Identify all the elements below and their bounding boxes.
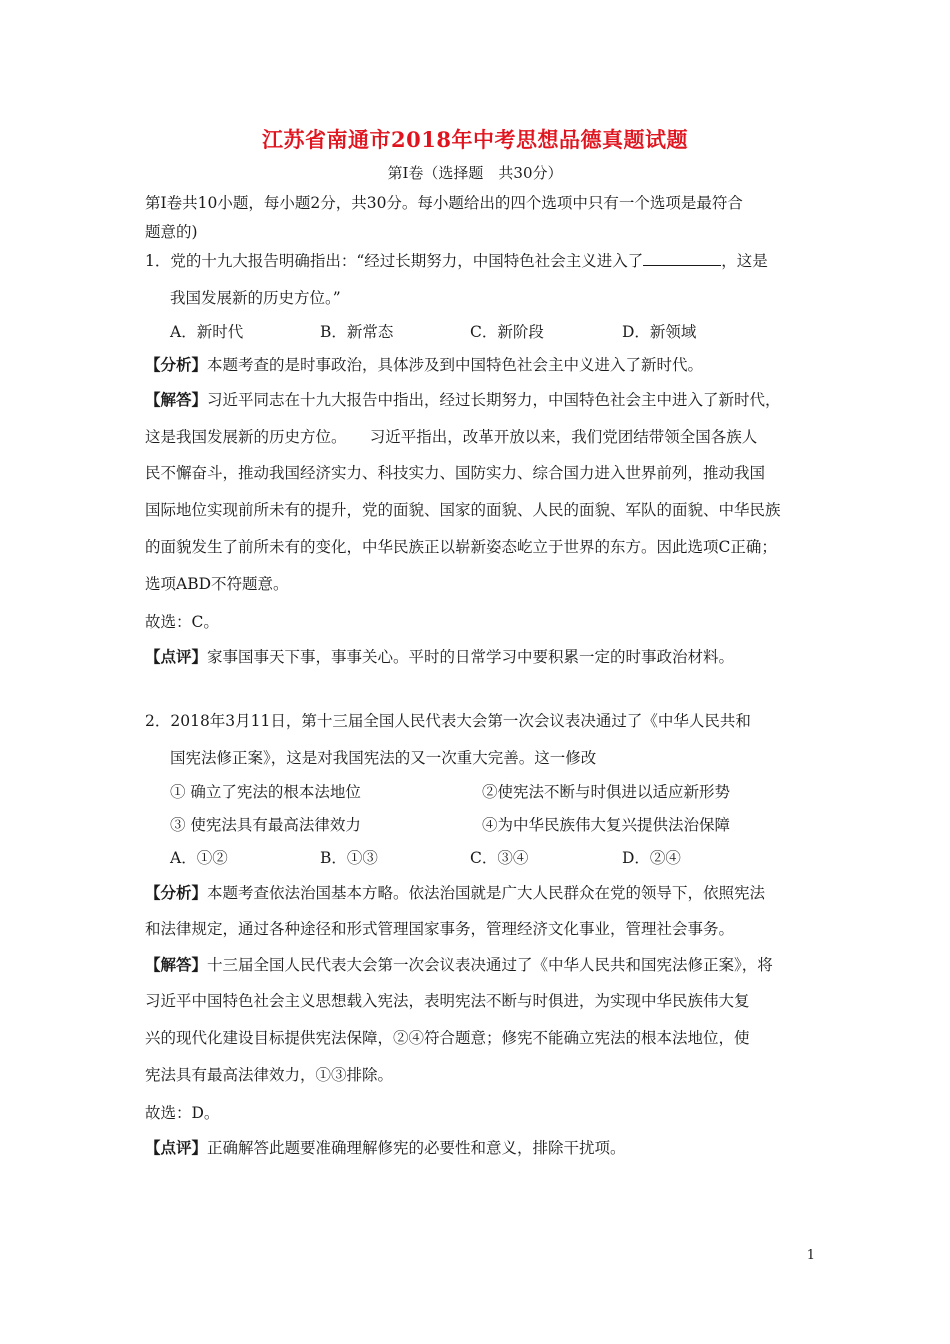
document-title: 江苏省南通市2018年中考思想品德真题试题 (262, 127, 688, 152)
q1-comment (145, 647, 734, 667)
q1-answer-line: 的面貌发生了前所未有的变化，中华民族正以崭新姿态屹立于世界的东方。因此选项C正确； (145, 538, 777, 556)
q1-option-c: C．新阶段 (470, 323, 544, 341)
q2-analysis-text: 本题考查依法治国基本方略。依法治国就是广大人民群众在党的领导下，依照宪法 (207, 884, 766, 902)
q1-stem-part-b: ，这是 (721, 252, 768, 270)
q2-analysis (145, 883, 765, 903)
q1-answer-line (145, 390, 781, 410)
intro-line: 第Ⅰ卷共10小题，每小题2分，共30分。每小题给出的四个选项中只有一个选项是最符合 (145, 194, 743, 212)
q1-choice: 故选：C。 (145, 613, 219, 631)
analysis-tag: 【分析】 (145, 355, 208, 374)
q1-stem-line2: 我国发展新的历史方位。” (170, 289, 341, 307)
q1-stem-part-a: 1．党的十九大报告明确指出：“经过长期努力，中国特色社会主义进入了 (145, 252, 644, 270)
q1-comment-text: 家事国事天下事，事事关心。平时的日常学习中要积累一定的时事政治材料。 (207, 648, 735, 666)
q1-analysis-text: 本题考查的是时事政治，具体涉及到中国特色社会主中义进入了新时代。 (207, 356, 704, 374)
q1-option-b: B．新常态 (320, 323, 394, 341)
q2-statement-2: ②使宪法不断与时俱进以适应新形势 (482, 783, 731, 801)
q2-option-a: A．①② (170, 849, 228, 867)
q1-option-d: D．新领域 (622, 323, 697, 341)
answer-tag: 【解答】 (145, 390, 208, 409)
q2-stem-line2: 国宪法修正案》，这是对我国宪法的又一次重大完善。这一修改 (170, 749, 597, 767)
q1-stem (145, 251, 768, 271)
q2-option-d: D．②④ (622, 849, 681, 867)
page-number: 1 (806, 1248, 815, 1263)
q2-analysis-line2: 和法律规定，通过各种途径和形式管理国家事务，管理经济文化事业，管理社会事务。 (145, 920, 735, 938)
q1-analysis (145, 355, 703, 375)
q1-answer-text: 习近平同志在十九大报告中指出，经过长期努力，中国特色社会主中进入了新时代， (207, 391, 781, 409)
intro-line: 题意的) (145, 223, 198, 241)
q2-statement-1: ① 确立了宪法的根本法地位 (170, 783, 361, 801)
q2-answer-line: 宪法具有最高法律效力，①③排除。 (145, 1066, 394, 1084)
q2-comment (145, 1138, 626, 1158)
section-header: 第Ⅰ卷（选择题 共30分） (387, 164, 563, 182)
q1-answer-line: 国际地位实现前所未有的提升，党的面貌、国家的面貌、人民的面貌、军队的面貌、中华民族 (145, 501, 781, 519)
q2-stem: 2．2018年3月11日，第十三届全国人民代表大会第一次会议表决通过了《中华人民共和 (145, 712, 751, 730)
answer-blank (643, 251, 721, 266)
q1-answer-line: 这是我国发展新的历史方位。 习近平指出，改革开放以来，我们党团结带领全国各族人 (145, 428, 758, 446)
q1-option-a: A．新时代 (170, 323, 244, 341)
q2-answer-line: 兴的现代化建设目标提供宪法保障，②④符合题意；修宪不能确立宪法的根本法地位，使 (145, 1029, 750, 1047)
q2-answer-line (145, 955, 773, 975)
q2-statement-4: ④为中华民族伟大复兴提供法治保障 (482, 816, 731, 834)
answer-tag: 【解答】 (145, 955, 208, 974)
q2-choice: 故选：D。 (145, 1104, 220, 1122)
analysis-tag: 【分析】 (145, 883, 208, 902)
q1-answer-line: 民不懈奋斗，推动我国经济实力、科技实力、国防实力、综合国力进入世界前列，推动我国 (145, 464, 766, 482)
q2-option-b: B．①③ (320, 849, 378, 867)
q2-answer-text: 十三届全国人民代表大会第一次会议表决通过了《中华人民共和国宪法修正案》，将 (207, 956, 773, 974)
q2-option-c: C．③④ (470, 849, 529, 867)
q2-comment-text: 正确解答此题要准确理解修宪的必要性和意义，排除干扰项。 (207, 1139, 626, 1157)
q1-answer-line: 选项ABD不符题意。 (145, 575, 289, 593)
q2-statement-3: ③ 使宪法具有最高法律效力 (170, 816, 361, 834)
comment-tag: 【点评】 (145, 647, 208, 666)
comment-tag: 【点评】 (145, 1138, 208, 1157)
q2-answer-line: 习近平中国特色社会主义思想载入宪法，表明宪法不断与时俱进，为实现中华民族伟大复 (145, 992, 750, 1010)
